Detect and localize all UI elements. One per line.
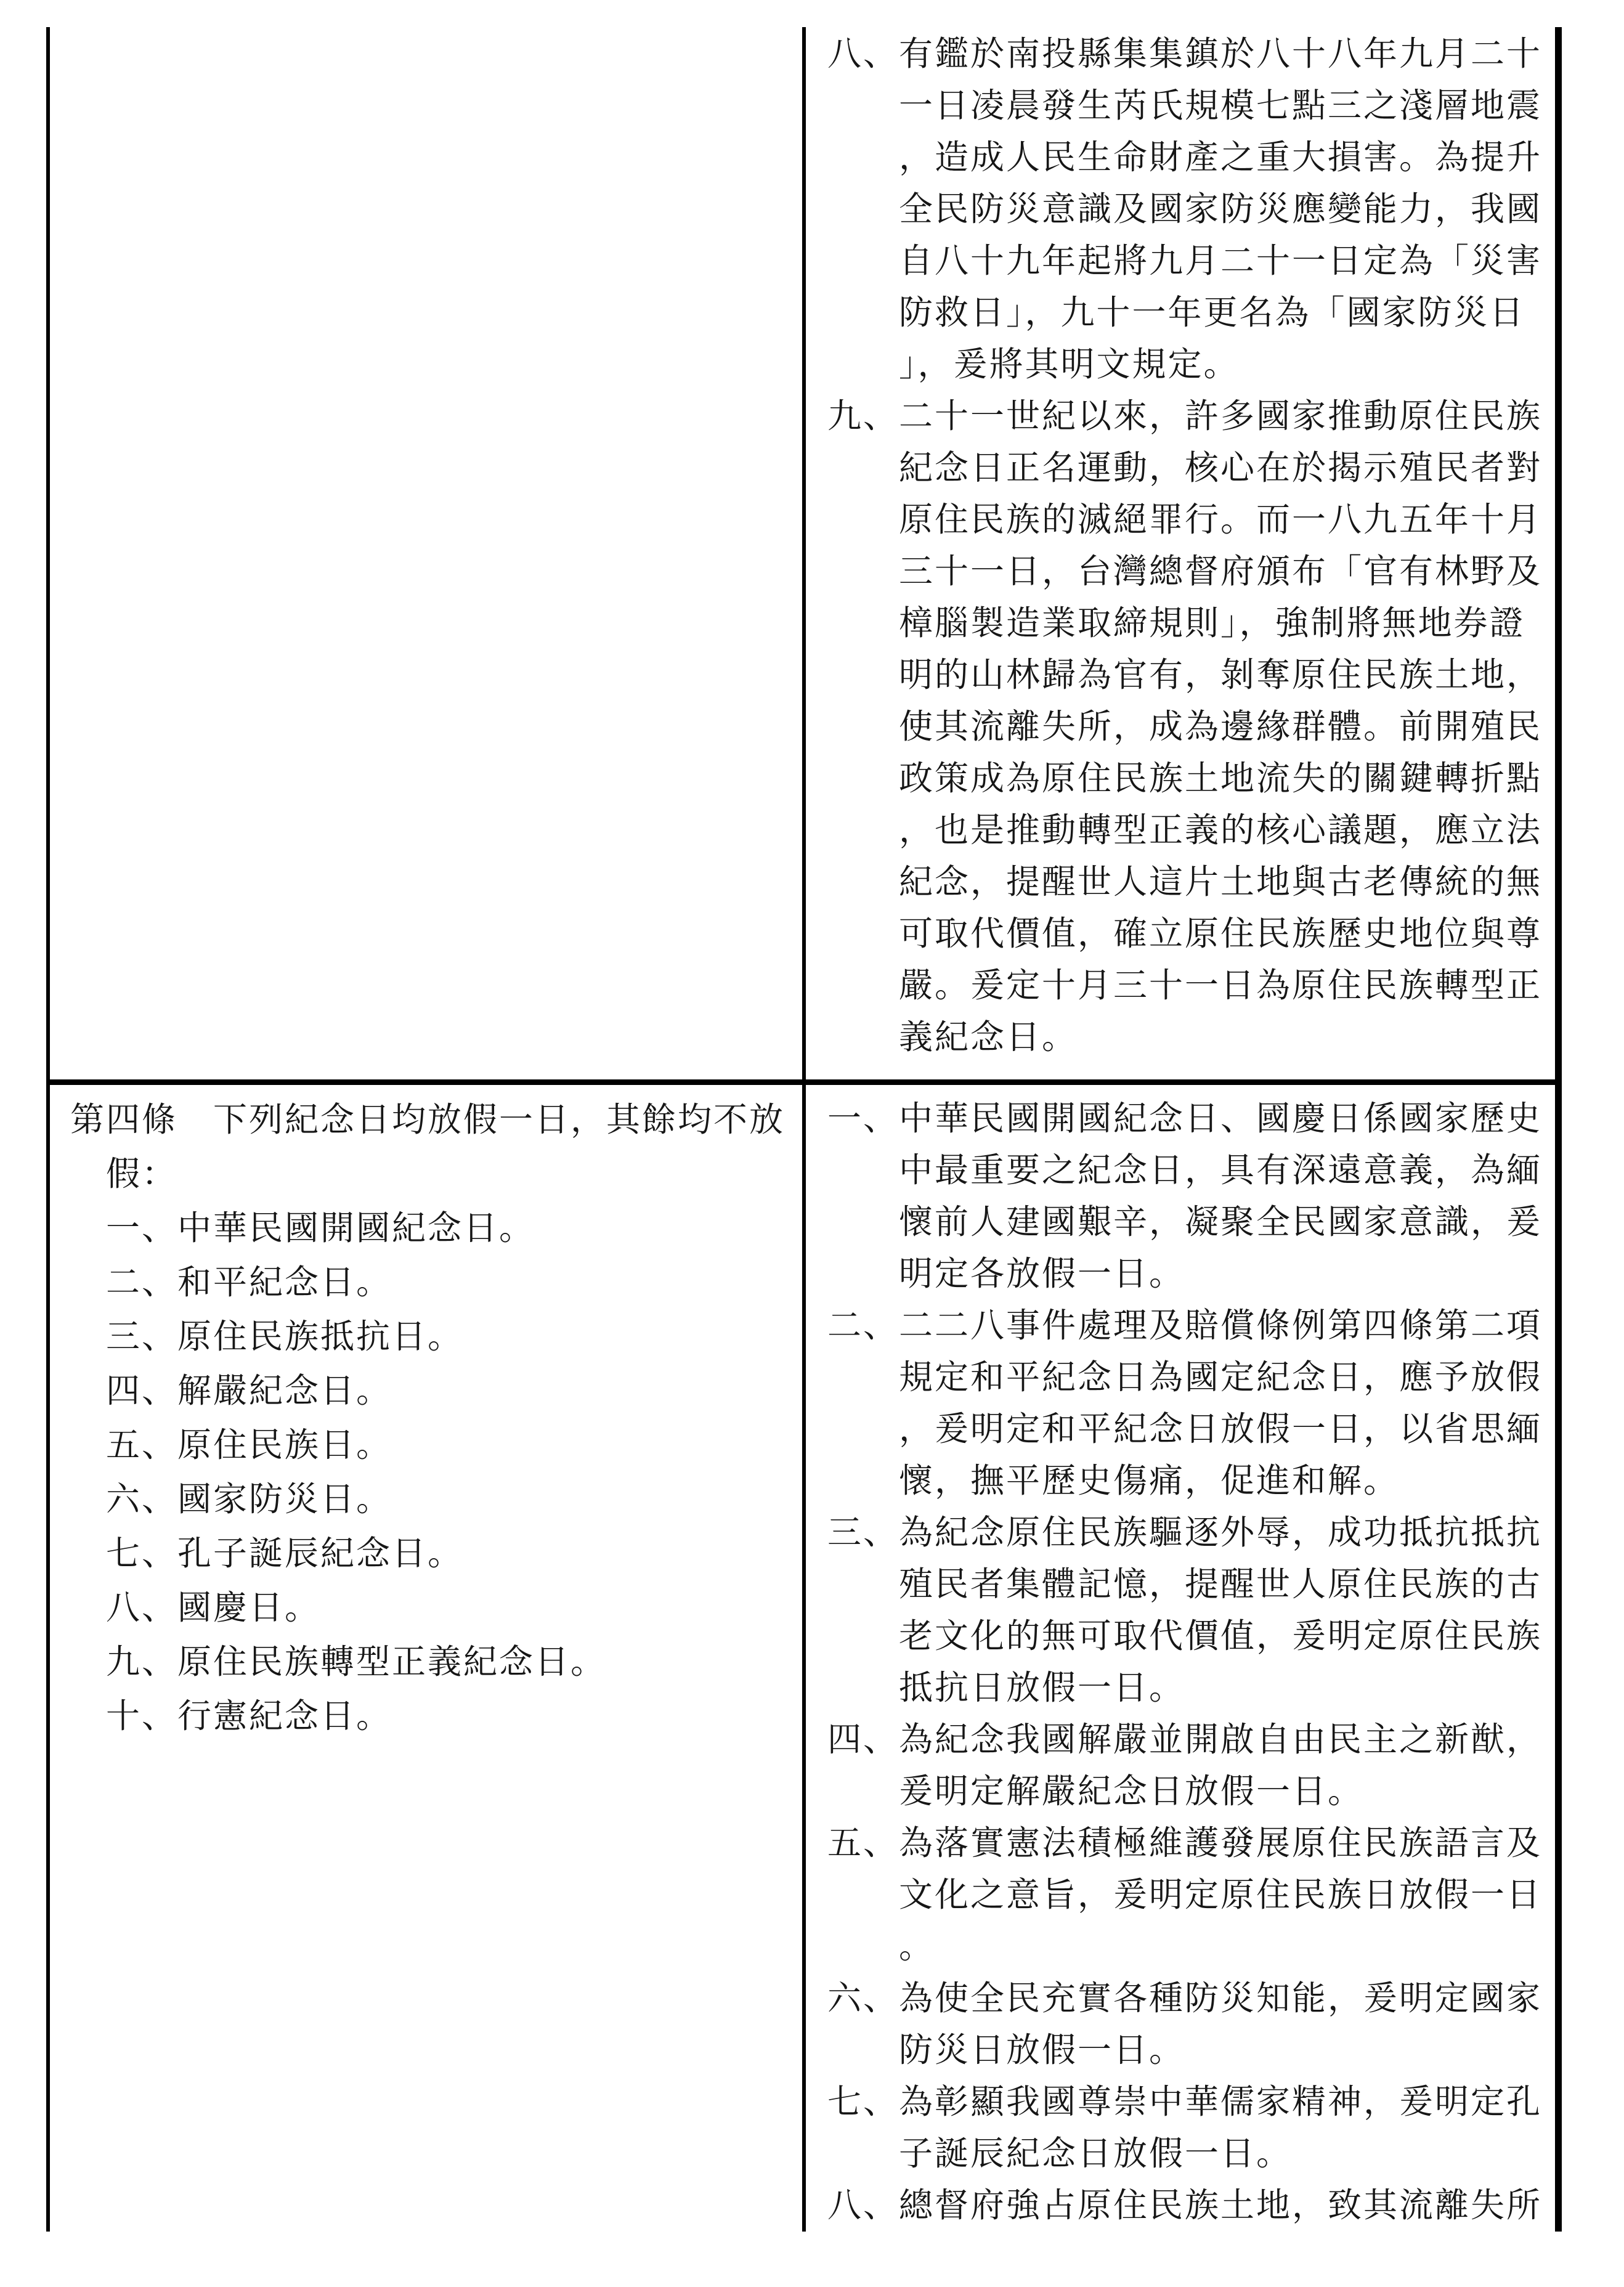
article-column — [70, 1093, 800, 1744]
explanation-item-continuation-line: 可取代價值，確立原住民族歷史地位與尊 — [899, 915, 1543, 953]
explanation-item-continuation-line: 紀念日正名運動，核心在於揭示殖民者對 — [899, 449, 1543, 487]
explanation-item-line: 三、為紀念原住民族驅逐外辱，成功抵抗抵抗 — [827, 1514, 1543, 1551]
holiday-list-item: 二、和平紀念日。 — [106, 1264, 392, 1301]
table-left-border — [46, 27, 50, 2232]
holiday-list — [70, 1201, 800, 1744]
holiday-list-item: 八、國慶日。 — [106, 1589, 321, 1627]
explanation-item-continuation-line: 三十一日，台灣總督府頒布「官有林野及 — [899, 553, 1543, 590]
holiday-list-item: 十、行憲紀念日。 — [106, 1697, 392, 1735]
explanation-item-continuation-line: 原住民族的滅絕罪行。而一八九五年十月 — [899, 501, 1543, 538]
table-row-divider — [46, 1079, 1562, 1085]
explanation-item-continuation-line: 防救日」，九十一年更名為「國家防災日 — [899, 294, 1525, 331]
explanation-item-continuation-line: 一日凌晨發生芮氏規模七點三之淺層地震 — [899, 87, 1543, 124]
explanation-item-continuation-line: 義紀念日。 — [899, 1018, 1078, 1056]
explanation-item-continuation-line: 老文化的無可取代價值，爰明定原住民族 — [899, 1617, 1543, 1655]
explanation-item-continuation-line: ，爰明定和平紀念日放假一日，以省思緬 — [899, 1410, 1543, 1448]
table-right-border — [1555, 27, 1562, 2232]
explanation-item-continuation-line: 自八十九年起將九月二十一日定為「災害 — [899, 242, 1543, 280]
explanation-item-continuation-line: ，造成人民生命財產之重大損害。為提升 — [899, 139, 1543, 176]
explanation-item-continuation-line: 規定和平紀念日為國定紀念日，應予放假 — [899, 1359, 1543, 1396]
explanation-item-continuation-line: 文化之意旨，爰明定原住民族日放假一日 — [899, 1876, 1543, 1914]
explanation-item-line: 五、為落實憲法積極維護發展原住民族語言及 — [827, 1824, 1543, 1862]
explanation-item-continuation-line: 政策成為原住民族土地流失的關鍵轉折點 — [899, 760, 1543, 797]
explanation-item-continuation-line: 使其流離失所，成為邊緣群體。前開殖民 — [899, 708, 1543, 745]
explanation-item-line: 七、為彰顯我國尊崇中華儒家精神，爰明定孔 — [827, 2083, 1543, 2121]
explanation-item-continuation-line: 懷前人建國艱辛，凝聚全民國家意識，爰 — [899, 1203, 1543, 1241]
explanation-item-continuation-line: 懷，撫平歷史傷痛，促進和解。 — [899, 1462, 1400, 1500]
explanation-item-line: 一、中華民國開國紀念日、國慶日係國家歷史 — [827, 1100, 1543, 1137]
explanation-item-line: 四、為紀念我國解嚴並開啟自由民主之新猷， — [827, 1721, 1543, 1758]
explanation-item-continuation-line: 樟腦製造業取締規則」，強制將無地券證 — [899, 604, 1525, 642]
explanation-item-continuation-line: 抵抗日放假一日。 — [899, 1669, 1185, 1707]
explanation-item-line: 二、二二八事件處理及賠償條例第四條第二項 — [827, 1307, 1543, 1344]
explanation-item-continuation-line: 全民防災意識及國家防災應變能力，我國 — [899, 190, 1543, 228]
explanation-item-continuation-line: 明定各放假一日。 — [899, 1255, 1185, 1293]
article-text — [70, 1093, 800, 1201]
holiday-list-item: 六、國家防災日。 — [106, 1481, 392, 1518]
holiday-list-item: 七、孔子誕辰紀念日。 — [106, 1535, 464, 1572]
explanation-item-line: 八、總督府強占原住民族土地，致其流離失所 — [827, 2187, 1543, 2224]
holiday-list-item: 四、解嚴紀念日。 — [106, 1372, 392, 1410]
table-column-divider — [802, 27, 806, 2232]
explanation-item-line: 九、二十一世紀以來，許多國家推動原住民族 — [827, 397, 1543, 435]
article-heading-line: 第四條 下列紀念日均放假一日，其餘均不放 — [70, 1101, 786, 1139]
article-continuation-line: 假： — [106, 1155, 178, 1193]
explanation-item-continuation-line: 爰明定解嚴紀念日放假一日。 — [899, 1773, 1364, 1810]
explanation-item-continuation-line: 防災日放假一日。 — [899, 2031, 1185, 2069]
holiday-list-item: 九、原住民族轉型正義紀念日。 — [106, 1643, 607, 1681]
holiday-list-item: 一、中華民國開國紀念日。 — [106, 1209, 535, 1247]
explanation-column-bottom — [827, 1093, 1554, 2232]
explanation-item-line: 八、有鑑於南投縣集集鎮於八十八年九月二十 — [827, 35, 1543, 73]
explanation-item-continuation-line: 明的山林歸為官有，剝奪原住民族土地， — [899, 656, 1543, 694]
explanation-item-continuation-line: 中最重要之紀念日，具有深遠意義，為緬 — [899, 1152, 1543, 1189]
explanation-item-line: 六、為使全民充實各種防災知能，爰明定國家 — [827, 1980, 1543, 2017]
explanation-item-continuation-line: 」，爰將其明文規定。 — [899, 346, 1240, 383]
explanation-item-continuation-line: 紀念，提醒世人這片土地與古老傳統的無 — [899, 863, 1543, 901]
explanation-column-top — [827, 28, 1554, 1063]
holiday-list-item: 五、原住民族日。 — [106, 1426, 392, 1464]
explanation-item-continuation-line: ，也是推動轉型正義的核心議題，應立法 — [899, 811, 1543, 849]
explanation-item-continuation-line: 嚴。爰定十月三十一日為原住民族轉型正 — [899, 967, 1543, 1004]
holiday-list-item: 三、原住民族抵抗日。 — [106, 1318, 464, 1355]
explanation-item-continuation-line: 殖民者集體記憶，提醒世人原住民族的古 — [899, 1566, 1543, 1603]
explanation-item-continuation-line: 。 — [899, 1928, 935, 1965]
explanation-item-continuation-line: 子誕辰紀念日放假一日。 — [899, 2135, 1293, 2172]
